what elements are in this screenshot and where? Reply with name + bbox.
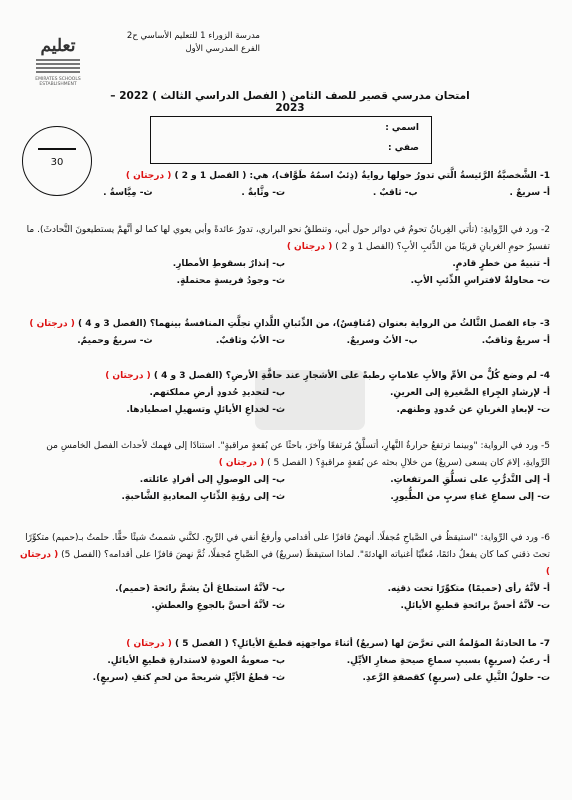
option-c[interactable]: ت- الأبُ وثاقبٌ. (215, 336, 285, 346)
logo-text: تعليم (40, 36, 76, 56)
options-row (20, 598, 550, 615)
option-a[interactable]: أ- رعبُ (سريعٍ) بسببِ سماعِ صيحةِ صغارِ الأيِّلِ. (346, 656, 550, 666)
option-a[interactable]: أ- تنبيهٌ من خطرٍ قادمٍ. (452, 259, 550, 269)
question-stem: 5- ورد في الرواية: "وبينما ترتفعُ حرارةُ النَّهارِ، أتسلَّقُ مُرتفعًا وآخرَ، باحثًا عن بُقعةٍ مراقبةٍ". استنادًا إلى فهمك لأحداث الفصل الخامسِ من الرِّوايةِ، إلامَ كان يسعى (سريعٌ) من خلالِ بحثه عن بُقعةٍ مراقبةٍ؟ ( الفصل 5 ) ( درجتان ) (46, 441, 550, 468)
option-b[interactable]: ب- لأنَّهُ استطاعَ أنْ يشمَّ رائحةَ (حميم). (115, 584, 285, 594)
options-row (20, 472, 550, 489)
option-b[interactable]: ب- إلى الوصولِ إلى أفرادِ عائلته. (139, 475, 285, 485)
options-row (20, 489, 550, 506)
option-b[interactable]: ب- صعوبةُ العودةِ لاستدارةِ قطيعِ الأيائلِ. (107, 656, 285, 666)
question-stem: 2- ورد في الرِّوايةِ: (تأتي الغِربانُ تحومُ في دوائر حول أبي، وتنطلقُ نحو البراري، تدورُ عائدةً وأبي يعوي لها كما لو أنَّهمْ يستطيعونَ التَّحادثَ). ما تفسيرُ حومِ الغربانِ قريبًا من الذِّئبِ الأبِ؟ (الفصل 1 و 2 ) ( درجتان ) (26, 225, 550, 252)
options-row (20, 653, 550, 670)
question-6 (20, 530, 550, 615)
option-a[interactable]: أ- لإرشادِ الجِراءِ الصَّغيرةِ إلى العرينِ. (389, 388, 550, 398)
question-4 (20, 368, 550, 419)
options-row (20, 333, 550, 350)
question-marks: ( درجتان ) (105, 371, 151, 381)
option-d[interactable]: ث- قطعُ الأيِّلِ شريحةً من لحمِ كتفِ (سريعٍ). (92, 673, 285, 683)
options-row (20, 402, 550, 419)
option-d[interactable]: ث- لأنَّهُ أحسَّ بالجوعِ والعطشِ. (151, 601, 285, 611)
options-row (20, 670, 550, 687)
question-stem: 6- ورد في الرِّواية: "استيقظُ في الصَّباحِ مُجفلًا. أنهضُ قافزًا على أقدامي وأرفعُ أنفي في الرِّيحِ. لكنَّني شممتُ شيئًا حقًّا. حلمتُ بـ(حميم) متكوِّرًا تحتَ ذقني كما كان يفعلُ دائمًا، مُغنِّيًا أغنياته الهادئةَ". لماذا استيقظَ (سريعٌ) في الصَّباحِ مُجفلًا، ثُمَّ نهضَ قافزًا على أقدامه؟ (الفصل 5) ( درجتان ) (19, 533, 550, 577)
option-b[interactable]: ب- ثاقبٌ . (372, 188, 418, 198)
option-a[interactable]: أ- لأنَّهُ رأى (حميمًا) متكوِّرًا تحت ذقنِه. (387, 584, 550, 594)
option-d[interactable]: ث- مِيَّاسةُ . (103, 188, 153, 198)
option-d[interactable]: ث- إلى رؤيةِ الذِّئابِ المعاديةِ الشَّاحبةِ. (121, 492, 285, 502)
option-d[interactable]: ث- وجودُ فريسةٍ محتملةٍ. (176, 276, 285, 286)
question-2 (20, 222, 550, 290)
option-a[interactable]: أ- سريعٌ وثاقبٌ. (481, 336, 550, 346)
question-7 (20, 636, 550, 687)
question-marks: ( درجتان ) (218, 458, 265, 468)
score-blank (38, 148, 76, 150)
option-a[interactable]: أ- إلى التَّدرُّبِ على تسلُّقِ المرتفعاتِ. (390, 475, 550, 485)
option-c[interactable]: ت- وثَّابةٌ . (241, 188, 285, 198)
logo-english-text: EMIRATES SCHOOLS ESTABLISHMENT (35, 77, 81, 87)
options-row (20, 273, 550, 290)
exam-title: امتحان مدرسي قصير للصف الثامن ( الفصل الدراسي الثالث ) 2022 – 2023 (110, 90, 470, 114)
options-row (20, 581, 550, 598)
option-b[interactable]: ب- لتحديدِ حُدودِ أرضِ مملكتهم. (149, 388, 285, 398)
option-d[interactable]: ث- لخداعِ الأيائلِ وتسهيلِ اصطيادها. (126, 405, 285, 415)
logo-stripes (36, 59, 80, 75)
question-stem: 1- الشَّخصيَّةُ الرَّئيسةُ الَّتي تدورُ حولها روايةُ (ذِئبٌ اسمُهُ طَوَّاف)، هي: ( الفصل 1 و 2 ) ( درجتان ) (125, 171, 550, 181)
option-b[interactable]: ب- الأبُ وسريعٌ. (346, 336, 418, 346)
school-branch: الفرع المدرسي الأول (185, 44, 260, 54)
question-5 (20, 438, 550, 506)
options-row (20, 185, 550, 202)
question-marks: ( درجتان ) (19, 550, 550, 577)
option-c[interactable]: ت- محاولةٌ لافتراسِ الذِّئبِ الأبِ. (410, 276, 550, 286)
option-d[interactable]: ث- سريعٌ وحميمٌ. (77, 336, 153, 346)
option-b[interactable]: ب- إنذارٌ بسقوطِ الأمطارِ. (172, 259, 285, 269)
option-c[interactable]: ت- حلولُ الثَّيلِ على (سريعٍ) كقصفةِ الرَّعدِ. (362, 673, 550, 683)
option-c[interactable]: ت- إلى سماعِ غناءِ سربٍ من الطُّيورِ. (390, 492, 550, 502)
class-label: صفي : (387, 143, 419, 153)
question-1 (20, 168, 550, 202)
school-header (127, 30, 260, 56)
student-info-box (150, 116, 432, 164)
school-name: مدرسة الزوراء 1 للتعليم الأساسي ح2 (126, 31, 260, 41)
option-a[interactable]: أ- سريعٌ . (509, 188, 550, 198)
score-total: 30 (50, 157, 64, 168)
option-c[interactable]: ت- لإبعادِ الغربانِ عن حُدودِ وطنهم. (396, 405, 550, 415)
question-marks: ( درجتان ) (286, 242, 333, 252)
option-c[interactable]: ت- لأنَّهُ أحسَّ برائحةِ قطيعِ الأيائلِ. (400, 601, 550, 611)
question-marks: ( درجتان ) (126, 639, 172, 649)
question-stem: 7- ما الحادثةُ المؤلمةُ التي تعرَّضَ لها (سريعٌ) أثناءَ مواجهتِه قطيعَ الأيائلِ؟ ( الفصل 5 ) ( درجتان ) (126, 639, 550, 649)
question-stem: 3- جاء الفصل الثَّالثُ من الرواية بعنوان (مُنافِسٌ)، من الذِّئبانِ اللَّذانِ تجلَّتِ المنافسةُ بينهما؟ (الفصل 3 و 4 ) ( درجتان ) (29, 319, 550, 329)
question-stem: 4- لم وضع كُلٌّ من الأمِّ والأبِ علاماتٍ رطبةً على الأشجارِ عند حافَّةِ الأرضِ؟ (الفصل 3 و 4 ) ( درجتان ) (105, 371, 550, 381)
options-row (20, 256, 550, 273)
question-marks: ( درجتان ) (125, 171, 172, 181)
question-marks: ( درجتان ) (29, 319, 75, 329)
options-row (20, 385, 550, 402)
question-3 (20, 316, 550, 350)
ministry-logo-icon (28, 36, 88, 92)
name-label: اسمي : (385, 123, 419, 133)
